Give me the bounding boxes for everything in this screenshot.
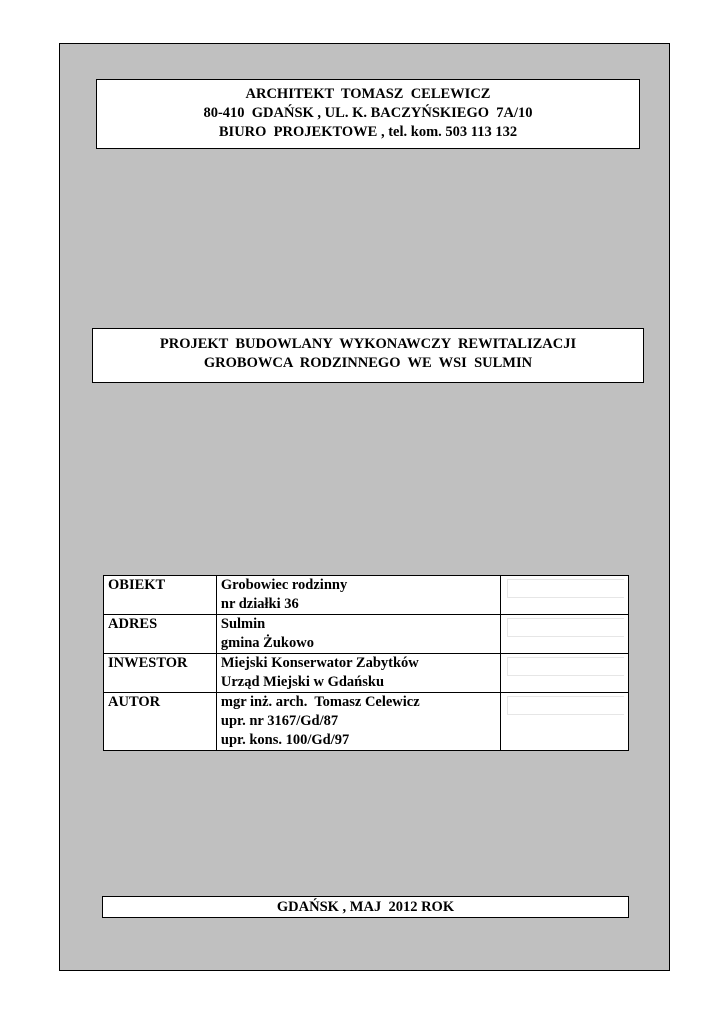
place-date-footer — [102, 896, 629, 918]
table-row — [104, 654, 629, 693]
value-line: upr. nr 3167/Gd/87 — [220, 713, 339, 729]
table-row — [104, 576, 629, 615]
project-title-line-2: GROBOWCA RODZINNEGO WE WSI SULMIN — [203, 355, 533, 371]
value-line: upr. kons. 100/Gd/97 — [220, 732, 350, 748]
place-date-text: GDAŃSK , MAJ 2012 ROK — [276, 899, 455, 915]
row-value-obiekt — [216, 576, 500, 615]
value-line: Urząd Miejski w Gdańsku — [220, 674, 385, 690]
empty-cell — [500, 693, 628, 751]
architect-name: ARCHITEKT TOMASZ CELEWICZ — [245, 86, 491, 102]
architect-header — [96, 79, 640, 149]
row-value-autor — [216, 693, 500, 751]
table-row — [104, 615, 629, 654]
row-value-inwestor — [216, 654, 500, 693]
empty-cell — [500, 615, 628, 654]
architect-contact: BIURO PROJEKTOWE , tel. kom. 503 113 132 — [218, 124, 518, 140]
table-row — [104, 693, 629, 751]
document-page — [59, 43, 670, 971]
empty-cell — [500, 654, 628, 693]
empty-cell — [500, 576, 628, 615]
row-label-autor: AUTOR — [104, 693, 217, 751]
row-value-adres — [216, 615, 500, 654]
project-title — [92, 328, 644, 383]
value-line: Miejski Konserwator Zabytków — [220, 655, 419, 671]
value-line: mgr inż. arch. Tomasz Celewicz — [220, 694, 420, 710]
architect-address: 80-410 GDAŃSK , UL. K. BACZYŃSKIEGO 7A/10 — [203, 105, 533, 121]
value-line: Sulmin — [220, 616, 266, 632]
project-info-table — [103, 575, 629, 751]
row-label-obiekt: OBIEKT — [104, 576, 217, 615]
row-label-inwestor: INWESTOR — [104, 654, 217, 693]
row-label-adres: ADRES — [104, 615, 217, 654]
project-title-line-1: PROJEKT BUDOWLANY WYKONAWCZY REWITALIZACJI — [159, 336, 577, 352]
value-line: Grobowiec rodzinny — [220, 577, 348, 593]
value-line: gmina Żukowo — [220, 635, 314, 651]
value-line: nr działki 36 — [220, 596, 299, 612]
